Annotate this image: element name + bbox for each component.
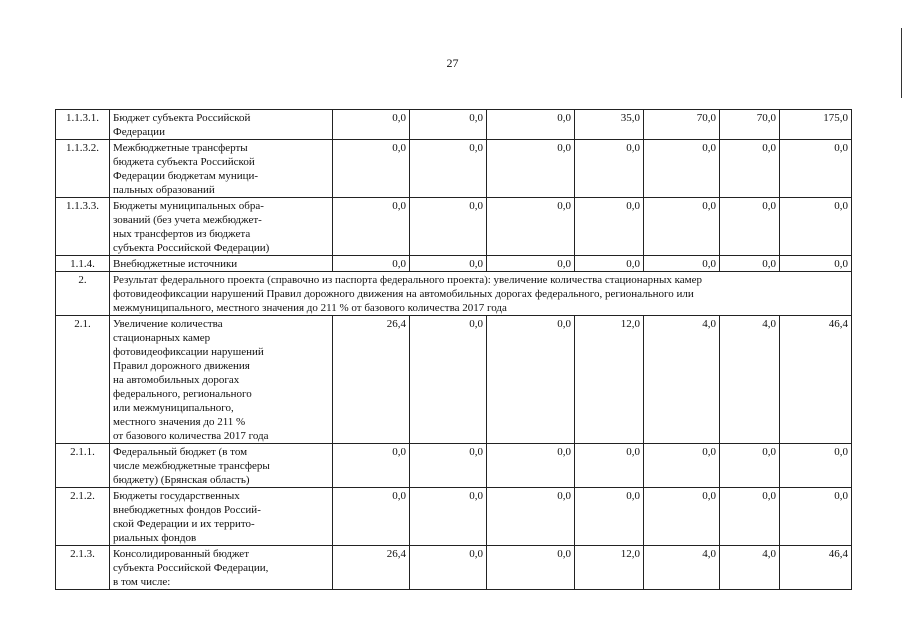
value-cell: 0,0 (333, 488, 410, 546)
table-row (56, 488, 852, 546)
row-name-line: Консолидированный бюджет (113, 548, 250, 560)
page-number: 27 (446, 56, 459, 70)
row-name-line: Бюджеты государственных (113, 490, 240, 502)
value-cell: 0,0 (644, 256, 720, 272)
value-cell: 0,0 (410, 110, 487, 140)
row-name-line: Бюджет субъекта Российской (113, 112, 251, 124)
value-cell: 0,0 (575, 488, 644, 546)
value-cell: 70,0 (720, 110, 780, 140)
table-row (56, 110, 852, 140)
row-name-line: от базового количества 2017 года (113, 430, 269, 442)
value-cell: 0,0 (644, 444, 720, 488)
row-name (110, 140, 333, 198)
row-name (110, 444, 333, 488)
row-name-line: Бюджеты муниципальных обра- (113, 200, 264, 212)
value-cell: 0,0 (333, 110, 410, 140)
section-result-line: фотовидеофиксации нарушений Правил дорожного движения на автомобильных дорогах федерального, регионального или (113, 288, 694, 300)
value-cell: 0,0 (333, 198, 410, 256)
value-cell: 0,0 (487, 140, 575, 198)
row-name-line: на автомобильных дорогах (113, 374, 240, 386)
value-cell: 0,0 (487, 444, 575, 488)
value-cell: 0,0 (575, 256, 644, 272)
value-cell: 0,0 (644, 140, 720, 198)
section-result-text (110, 272, 852, 316)
row-name (110, 488, 333, 546)
table-row (56, 140, 852, 198)
value-cell: 0,0 (780, 256, 852, 272)
value-cell: 175,0 (780, 110, 852, 140)
row-name-line: в том числе: (113, 576, 171, 588)
value-cell: 46,4 (780, 546, 852, 590)
value-cell: 35,0 (575, 110, 644, 140)
row-name (110, 110, 333, 140)
value-cell: 12,0 (575, 316, 644, 444)
row-name-line: местного значения до 211 % (113, 416, 246, 428)
value-cell: 0,0 (487, 488, 575, 546)
row-name (110, 198, 333, 256)
scan-edge-line (901, 28, 902, 98)
value-cell: 0,0 (487, 256, 575, 272)
row-code: 1.1.3.2. (56, 140, 110, 198)
row-name-line: или межмуниципального, (113, 402, 234, 414)
value-cell: 70,0 (644, 110, 720, 140)
row-name-line: риальных фондов (113, 532, 197, 544)
value-cell: 0,0 (720, 488, 780, 546)
row-name-line: субъекта Российской Федерации, (113, 562, 269, 574)
row-name-line: зований (без учета межбюджет- (113, 214, 262, 226)
row-name-line: Федерации бюджетам муници- (113, 170, 259, 182)
row-name-line: бюджета субъекта Российской (113, 156, 255, 168)
table-row (56, 316, 852, 444)
row-name (110, 546, 333, 590)
value-cell: 0,0 (487, 546, 575, 590)
value-cell: 0,0 (780, 140, 852, 198)
row-name-line: фотовидеофиксации нарушений (113, 346, 264, 358)
row-name-line: субъекта Российской Федерации) (113, 242, 270, 254)
row-name (110, 316, 333, 444)
section-result-line: межмуниципального, местного значения до 211 % от базового количества 2017 года (113, 302, 507, 314)
value-cell: 0,0 (780, 198, 852, 256)
value-cell: 4,0 (720, 546, 780, 590)
value-cell: 26,4 (333, 316, 410, 444)
row-name-line: пальных образований (113, 184, 215, 196)
value-cell: 0,0 (333, 256, 410, 272)
row-name-line: Увеличение количества (113, 318, 223, 330)
value-cell: 0,0 (720, 198, 780, 256)
value-cell: 0,0 (487, 316, 575, 444)
value-cell: 0,0 (410, 198, 487, 256)
value-cell: 0,0 (720, 444, 780, 488)
table-row (56, 546, 852, 590)
value-cell: 0,0 (410, 256, 487, 272)
table-row (56, 444, 852, 488)
row-code: 1.1.3.3. (56, 198, 110, 256)
value-cell: 0,0 (410, 316, 487, 444)
value-cell: 0,0 (487, 110, 575, 140)
value-cell: 0,0 (410, 546, 487, 590)
row-name-line: Правил дорожного движения (113, 360, 250, 372)
value-cell: 0,0 (410, 444, 487, 488)
value-cell: 0,0 (487, 198, 575, 256)
row-name-line: ных трансфертов из бюджета (113, 228, 251, 240)
value-cell: 0,0 (410, 140, 487, 198)
row-name-line: ской Федерации и их террито- (113, 518, 255, 530)
value-cell: 0,0 (575, 444, 644, 488)
row-name-line: бюджету) (Брянская область) (113, 474, 250, 486)
table-row (56, 272, 852, 316)
value-cell: 0,0 (575, 140, 644, 198)
value-cell: 0,0 (780, 444, 852, 488)
row-code: 2.1.3. (56, 546, 110, 590)
table-row (56, 198, 852, 256)
row-name-line: федерального, регионального (113, 388, 252, 400)
value-cell: 0,0 (644, 198, 720, 256)
row-code: 2.1.2. (56, 488, 110, 546)
value-cell: 0,0 (575, 198, 644, 256)
table-row (56, 256, 852, 272)
row-code: 2. (56, 272, 110, 316)
row-name-line: Внебюджетные источники (113, 258, 238, 270)
row-name-line: внебюджетных фондов Россий- (113, 504, 261, 516)
value-cell: 0,0 (780, 488, 852, 546)
row-name-line: числе межбюджетные трансферы (113, 460, 270, 472)
value-cell: 0,0 (333, 140, 410, 198)
row-code: 2.1.1. (56, 444, 110, 488)
value-cell: 0,0 (720, 140, 780, 198)
row-code: 2.1. (56, 316, 110, 444)
row-name-line: стационарных камер (113, 332, 211, 344)
row-code: 1.1.3.1. (56, 110, 110, 140)
value-cell: 4,0 (720, 316, 780, 444)
row-name (110, 256, 333, 272)
section-result-line: Результат федерального проекта (справочно из паспорта федерального проекта): увеличение количества стационарных камер (113, 274, 703, 286)
value-cell: 12,0 (575, 546, 644, 590)
value-cell: 0,0 (410, 488, 487, 546)
value-cell: 46,4 (780, 316, 852, 444)
value-cell: 4,0 (644, 316, 720, 444)
budget-table (55, 109, 852, 590)
value-cell: 26,4 (333, 546, 410, 590)
row-code: 1.1.4. (56, 256, 110, 272)
value-cell: 4,0 (644, 546, 720, 590)
value-cell: 0,0 (333, 444, 410, 488)
budget-table-body (56, 110, 852, 590)
value-cell: 0,0 (720, 256, 780, 272)
row-name-line: Межбюджетные трансферты (113, 142, 248, 154)
row-name-line: Федеральный бюджет (в том (113, 446, 248, 458)
row-name-line: Федерации (113, 126, 165, 138)
value-cell: 0,0 (644, 488, 720, 546)
